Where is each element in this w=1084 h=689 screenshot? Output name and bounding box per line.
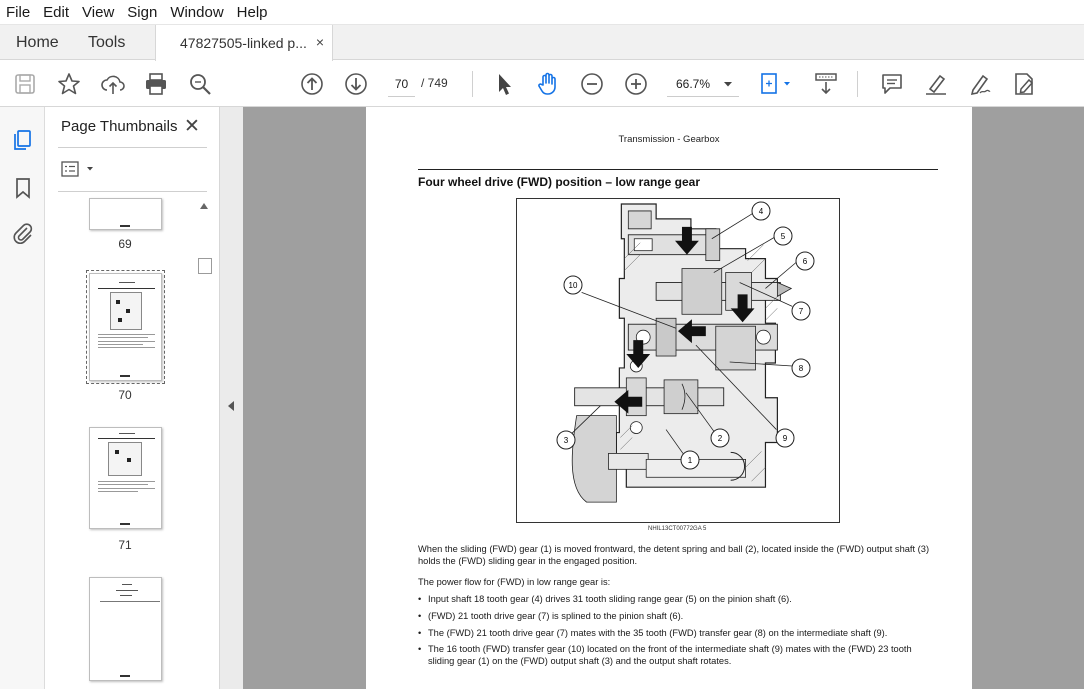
section-heading: Four wheel drive (FWD) position – low range gear (418, 175, 701, 189)
menu-edit[interactable]: Edit (43, 3, 70, 21)
hand-icon[interactable] (535, 71, 561, 97)
thumbnail-page-70[interactable] (89, 273, 162, 381)
page-number-input[interactable]: 70 (388, 71, 415, 97)
bookmarks-icon[interactable] (11, 176, 35, 200)
bullet-dot: • (418, 628, 422, 638)
page-thumbnails-panel (45, 107, 220, 689)
attachments-icon[interactable] (11, 221, 35, 245)
bullet-text: (FWD) 21 tooth drive gear (7) is splined to the pinion shaft (6). (428, 611, 684, 621)
paragraph: The power flow for (FWD) in low range gear is: (418, 577, 611, 587)
tab-document-label: 47827505-linked p... (180, 35, 307, 51)
callout-3: 3 (563, 436, 569, 445)
zoom-in-icon[interactable] (623, 71, 649, 97)
zoom-select[interactable] (667, 71, 739, 97)
upload-icon[interactable] (100, 71, 126, 97)
close-tab-icon[interactable]: × (315, 34, 324, 50)
highlight-icon[interactable] (923, 71, 949, 97)
menu-help[interactable]: Help (236, 3, 268, 21)
bullet-text: The 16 tooth (FWD) transfer gear (10) located on the front of the intermediate shaft (9) mates with the (FWD) 23 tooth sliding gear (1) on the (FWD) output shaft (3) and the output shaft rotates. (428, 644, 912, 666)
thumbnail-scrollbar[interactable] (197, 200, 212, 689)
running-head: Transmission - Gearbox (618, 134, 720, 145)
zoom-out-icon[interactable] (579, 71, 605, 97)
callout-2: 2 (717, 434, 723, 443)
bullet-item (418, 611, 940, 623)
toolbar-divider (857, 71, 858, 97)
comment-icon[interactable] (879, 71, 905, 97)
thumbnail-page-71[interactable] (89, 427, 162, 529)
zoom-value: 66.7% (676, 76, 711, 91)
document-view[interactable] (243, 107, 1084, 689)
sign-icon[interactable] (967, 71, 993, 97)
menu-file[interactable]: File (6, 3, 31, 21)
thumbnail-label: 71 (118, 538, 132, 552)
bullet-text: The (FWD) 21 tooth drive gear (7) mates with the 35 tooth (FWD) transfer gear (8) on the intermediate shaft (9). (428, 628, 888, 638)
panel-divider (58, 191, 207, 192)
page-thumbnails-icon[interactable] (11, 128, 35, 152)
figure-caption: NHIL13CT00772GA 5 (648, 526, 707, 532)
thumbnail-label: 69 (118, 237, 132, 251)
menu-window[interactable]: Window (170, 3, 224, 21)
callout-8: 8 (798, 364, 804, 373)
paragraph: When the sliding (FWD) gear (1) is moved frontward, the detent spring and ball (2), located inside the (FWD) output shaft (3) holds the (FWD) sliding gear in the engaged position. (418, 544, 930, 566)
select-cursor-icon[interactable] (491, 71, 517, 97)
panel-divider (58, 147, 207, 148)
scroll-up-icon[interactable] (200, 203, 208, 209)
menu-view[interactable]: View (82, 3, 115, 21)
document-page (366, 107, 972, 689)
page-up-icon[interactable] (299, 71, 325, 97)
collapse-panel-handle[interactable] (220, 107, 243, 689)
callout-5: 5 (780, 232, 786, 241)
close-panel-icon[interactable]: ✕ (184, 116, 200, 137)
save-icon[interactable] (12, 71, 38, 97)
thumbnail-page-69[interactable] (89, 198, 162, 230)
callout-10: 10 (568, 281, 578, 290)
callout-1: 1 (687, 456, 693, 465)
bookmark-star-icon[interactable] (56, 71, 82, 97)
menu-bar (0, 0, 1084, 25)
callout-4: 4 (758, 207, 764, 216)
diagram-callouts (516, 198, 840, 523)
bullet-item (418, 594, 940, 606)
bullet-item (418, 644, 940, 667)
toolbar-divider (472, 71, 473, 97)
callout-6: 6 (802, 257, 808, 266)
panel-title: Page Thumbnails (61, 118, 178, 135)
bullet-text: Input shaft 18 tooth gear (4) drives 31 tooth sliding range gear (5) on the pinion shaft (6). (428, 594, 792, 604)
collapse-arrow-icon (228, 401, 234, 411)
print-icon[interactable] (143, 71, 169, 97)
chevron-down-icon (723, 79, 733, 89)
bullet-dot: • (418, 594, 422, 604)
menu-sign[interactable]: Sign (127, 3, 158, 21)
tab-tools[interactable]: Tools (88, 33, 126, 51)
page-total: / 749 (421, 76, 448, 90)
thumbnail-options-icon[interactable] (61, 160, 101, 180)
heading-rule (418, 169, 938, 170)
thumbnail-label: 70 (118, 388, 132, 402)
callout-7: 7 (798, 307, 804, 316)
thumbnail-page-72[interactable] (89, 577, 162, 681)
bullet-dot: • (418, 644, 422, 654)
navigation-pane-toolbar (0, 107, 45, 689)
fit-page-icon[interactable] (757, 71, 793, 97)
tab-bar (0, 25, 1084, 60)
tab-home[interactable]: Home (16, 33, 59, 51)
scrollbar-thumb[interactable] (198, 258, 212, 274)
tab-document[interactable] (155, 25, 333, 61)
callout-9: 9 (782, 434, 788, 443)
bullet-item (418, 628, 940, 640)
page-down-icon[interactable] (343, 71, 369, 97)
find-icon[interactable] (187, 71, 213, 97)
bullet-dot: • (418, 611, 422, 621)
scroll-mode-icon[interactable] (813, 71, 839, 97)
toolbar (0, 61, 1084, 107)
edit-pdf-icon[interactable] (1011, 71, 1037, 97)
